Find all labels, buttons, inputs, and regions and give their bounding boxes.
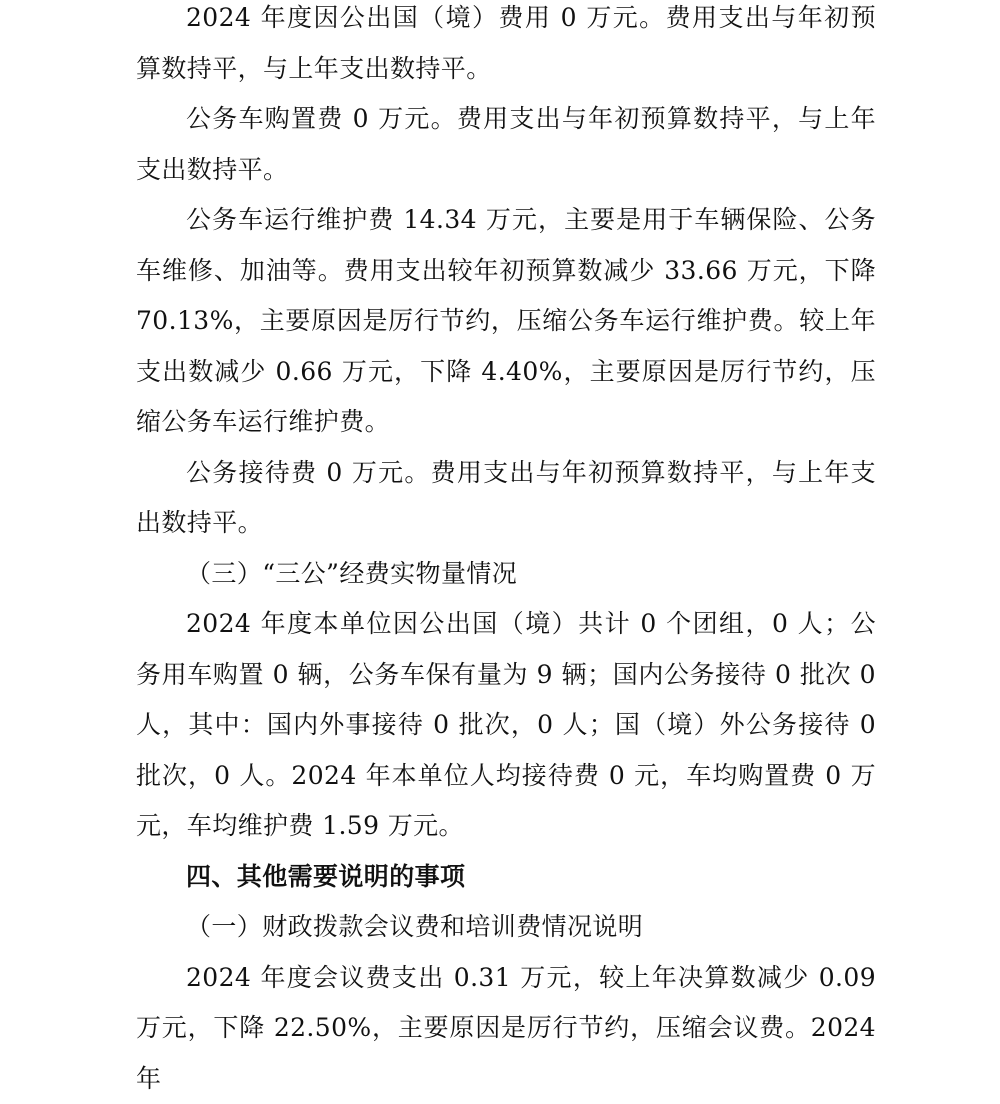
- paragraph-meeting-fees: 2024 年度会议费支出 0.31 万元，较上年决算数减少 0.09 万元，下降 22.50%，主要原因是厉行节约，压缩会议费。2024 年: [136, 953, 876, 1104]
- paragraph-vehicle-purchase: 公务车购置费 0 万元。费用支出与年初预算数持平，与上年支出数持平。: [136, 94, 876, 195]
- paragraph-outbound-travel: 2024 年度因公出国（境）费用 0 万元。费用支出与年初预算数持平，与上年支出数持平。: [136, 0, 876, 94]
- heading-three-public-physical: （三）“三公”经费实物量情况: [136, 549, 876, 600]
- section-four-title: 四、其他需要说明的事项: [136, 852, 876, 903]
- document-page: [136, 0, 876, 1104]
- subsection-one-title: （一）财政拨款会议费和培训费情况说明: [136, 902, 876, 953]
- paragraph-physical-quantity: 2024 年度本单位因公出国（境）共计 0 个团组，0 人；公务用车购置 0 辆，公务车保有量为 9 辆；国内公务接待 0 批次 0 人，其中：国内外事接待 0 批次，0 人；国（境）外公务接待 0 批次，0 人。2024 年本单位人均接待费 0 元，车均购置费 0 万元，车均维护费 1.59 万元。: [136, 599, 876, 852]
- paragraph-reception: 公务接待费 0 万元。费用支出与年初预算数持平，与上年支出数持平。: [136, 448, 876, 549]
- paragraph-vehicle-maintenance: 公务车运行维护费 14.34 万元，主要是用于车辆保险、公务车维修、加油等。费用支出较年初预算数减少 33.66 万元，下降 70.13%，主要原因是厉行节约，压缩公务车运行维护费。较上年支出数减少 0.66 万元，下降 4.40%，主要原因是厉行节约，压缩公务车运行维护费。: [136, 195, 876, 448]
